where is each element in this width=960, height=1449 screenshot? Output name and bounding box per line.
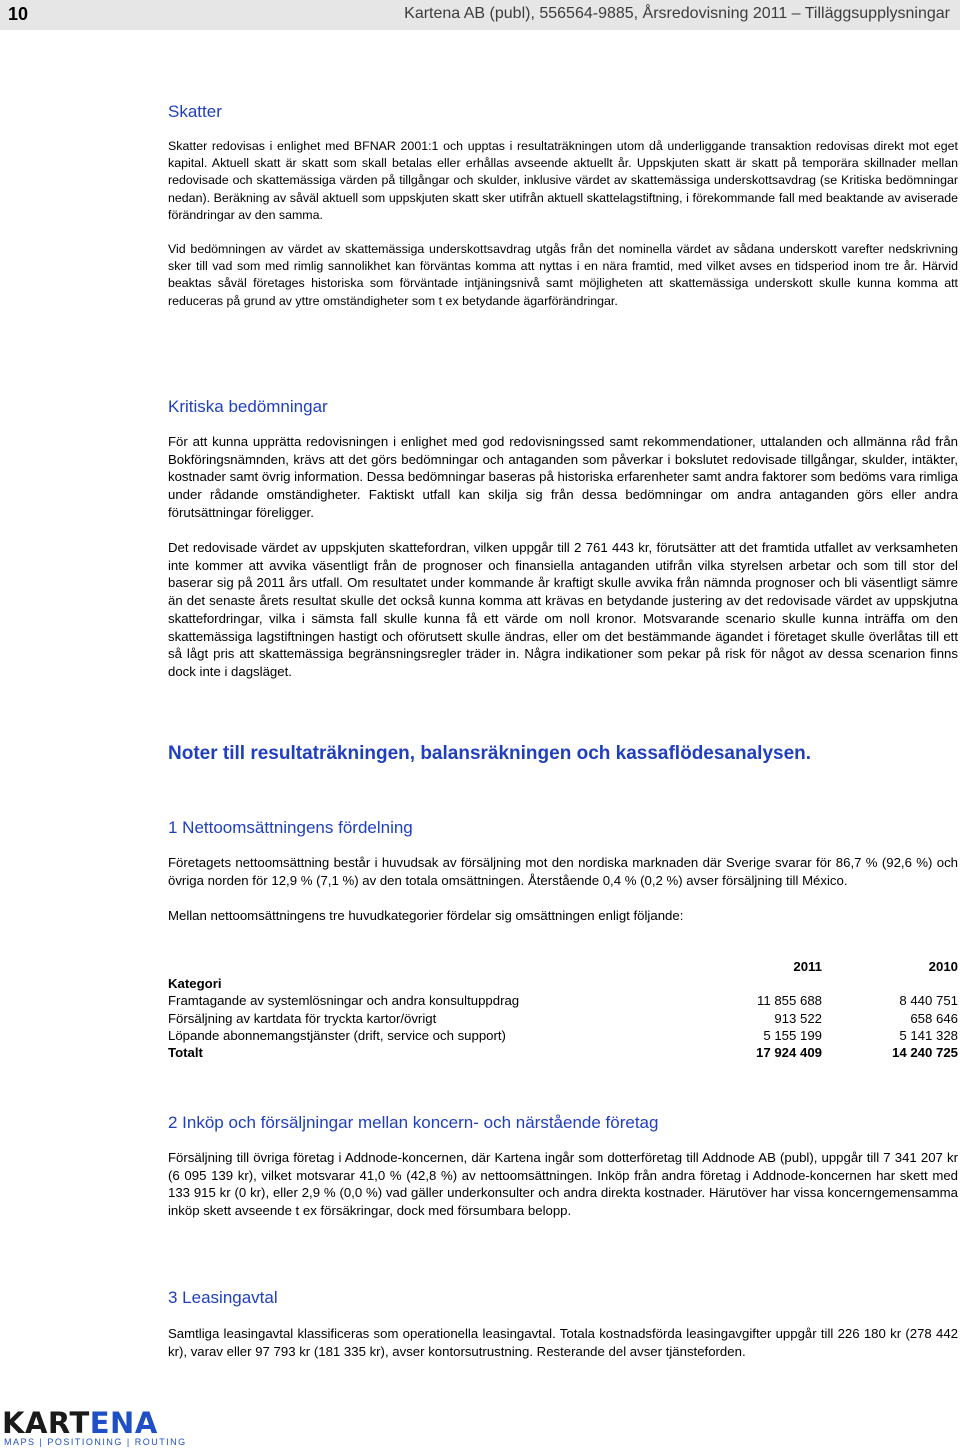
document-title: Kartena AB (publ), 556564-9885, Årsredovisning 2011 – Tilläggsupplysningar: [404, 5, 950, 22]
kritiska-body: [168, 433, 958, 681]
section-note-2: [168, 1113, 958, 1133]
total-label: Totalt: [168, 1045, 203, 1061]
page-header: [0, 0, 960, 30]
notes-heading: Noter till resultaträkningen, balansräkningen och kassaflödesanalysen.: [168, 743, 812, 764]
note-2-body: [168, 1149, 958, 1220]
note-heading: 1 Nettoomsättningens fördelning: [168, 818, 413, 837]
logo-word-part2: ENA: [89, 1406, 158, 1440]
section-note-3: [168, 1288, 958, 1308]
row-label: Försäljning av kartdata för tryckta kartor/övrigt: [168, 1010, 437, 1026]
skatter-body: [168, 138, 958, 310]
section-kritiska: [168, 397, 958, 417]
page-number: 10: [8, 4, 29, 24]
note-1-body: [168, 854, 958, 925]
paragraph: Skatter redovisas i enlighet med BFNAR 2001:1 och upptas i resultaträkningen utom då underliggande transaktion redovisas direkt mot eget kapital. Aktuell skatt är skatt som skall betalas eller erhållas avseende aktuellt år. Uppskjuten skatt är skatt på temporära skillnader mellan redovisade och skattemässiga värden på tillgångar och skulder, inklusive värdet av skattemässiga underskottsavdrag (se Kritiska bedömningar nedan). Beräkning av såväl aktuell som uppskjuten skatt sker utifrån aktuell skattelagstiftning, i förekommande fall med beaktande av aviserade förändringar av den samma.: [168, 139, 958, 222]
paragraph: Försäljning till övriga företag i Addnode-koncernen, där Kartena ingår som dotterföretag till Addnode AB (publ), uppgår till 7 341 207 kr (6 095 139 kr), vilket motsvarar 41,0 % (42,8 %) av nettoomsättningen. Inköp från andra företag i Addnode-koncernen har skett med 133 915 kr (0 kr), eller 2,9 % (0,0 %) vad gäller underkonsulter och andra direkta kostnader. Härutöver har vissa koncerngemensamma inköp skett avseende t ex försäkringar, dock med försumbara belopp.: [168, 1150, 958, 1219]
table-total-row: [168, 1044, 958, 1061]
table-row: [168, 1027, 958, 1044]
kartena-logo: [0, 1406, 187, 1449]
row-value-2011: 913 522: [774, 1010, 822, 1026]
table-row: [168, 992, 958, 1009]
row-value-2010: 658 646: [910, 1010, 958, 1026]
column-header-2010: 2010: [928, 959, 958, 974]
row-label: Löpande abonnemangstjänster (drift, service och support): [168, 1027, 506, 1043]
row-value-2010: 5 141 328: [899, 1027, 958, 1043]
total-value-2010: 14 240 725: [891, 1045, 958, 1061]
table-header-row: [168, 958, 958, 975]
logo-word-part1: KART: [2, 1406, 90, 1440]
row-value-2011: 5 155 199: [763, 1027, 822, 1043]
section-skatter: [168, 102, 958, 122]
revenue-table-wrap: [168, 958, 958, 1061]
section-noter: [168, 743, 958, 765]
paragraph: Vid bedömningen av värdet av skattemässiga underskottsavdrag utgås från det nominella värdet av sådana underskott varefter nedskrivning sker till vad som med rimlig sannolikhet kan förväntas komma att nyttas i en nära framtid, med vilket avses en tidsperiod inom tre år. Härvid beaktas såväl företages historiska som förväntade intjäningsnivå samt möjligheten att skattemässiga underskott skulle kunna komma att reduceras på grund av yttre omständigheter som t ex betydande ägarförändringar.: [168, 242, 958, 308]
logo-wordmark: [2, 1407, 158, 1439]
column-header-2011: 2011: [793, 959, 822, 974]
note-heading: 2 Inköp och försäljningar mellan koncern- och närstående företag: [168, 1113, 659, 1132]
section-note-1: [168, 818, 958, 838]
revenue-table: [168, 958, 958, 1061]
note-3-body: [168, 1325, 958, 1360]
section-heading: Skatter: [168, 102, 222, 121]
row-value-2011: 11 855 688: [756, 993, 822, 1009]
logo-tagline: MAPS | POSITIONING | ROUTING: [4, 1437, 187, 1447]
row-value-2010: 8 440 751: [899, 993, 958, 1009]
paragraph: Samtliga leasingavtal klassificeras som operationella leasingavtal. Totala kostnadsförda leasingavgifter uppgår till 226 180 kr (278 442 kr), varav eller 97 793 kr (181 335 kr), avser kontorsutrustning. Resterande del avser tjänsteforden.: [168, 1326, 958, 1359]
note-heading: 3 Leasingavtal: [168, 1288, 278, 1307]
table-row: [168, 1010, 958, 1027]
total-value-2011: 17 924 409: [755, 1045, 822, 1061]
table-category-row: [168, 975, 958, 992]
category-header: Kategori: [168, 976, 222, 992]
paragraph: Mellan nettoomsättningens tre huvudkategorier fördelar sig omsättningen enligt följande:: [168, 907, 684, 923]
paragraph: Det redovisade värdet av uppskjuten skattefordran, vilken uppgår till 2 761 443 kr, förutsätter att det framtida utfallet av verksamheten inte kommer att avvika väsentligt från de prognoser och finansiella antaganden utifrån vilka styrelsen arbetar och som till stor del baserar sig på 2011 års utfall. Om resultatet under kommande år kraftigt skulle avvika från nämnda prognoser och bli väsentligt sämre än det senaste årets resultat skulle det också kunna komma att krävas en betydande justering av det redovisade värdet av uppskjutna skattefordringar, vilka i sämsta fall skulle kunna få ett värde om noll kronor. Motsvarande scenario skulle kunna inträffa om den skattemässiga lagstiftningen hastigt och oförutsett skulle ändras, eller om det bestämmande ägandet i företaget skulle överlåtas till ett så lågt pris att skattemässiga begränsningsregler träder in. Några indikationer som pekar på risk för något av dessa scenarion finns dock inte i dagsläget.: [168, 540, 958, 679]
row-label: Framtagande av systemlösningar och andra konsultuppdrag: [168, 993, 520, 1009]
paragraph: För att kunna upprätta redovisningen i enlighet med god redovisningssed samt rekommendationer, uttalanden och allmänna råd från Bokföringsnämnden, krävs att det görs bedömningar och antaganden som påverkar i bokslutet redovisade tillgångar, skulder, intäkter, kostnader samt övrig information. Dessa bedömningar baseras på historiska erfarenheter samt andra faktorer som bedöms vara rimliga under rådande omständigheter. Faktiskt utfall kan skilja sig från dessa bedömningar om andra antaganden görs eller andra förutsättningar föreligger.: [168, 434, 958, 520]
section-heading: Kritiska bedömningar: [168, 397, 328, 416]
paragraph: Företagets nettoomsättning består i huvudsak av försäljning mot den nordiska marknaden där Sverige svarar för 86,7 % (92,6 %) och övriga norden för 12,9 % (7,1 %) av den totala omsättningen. Återstående 0,4 % (0,2 %) avser försäljning till México.: [168, 855, 958, 888]
